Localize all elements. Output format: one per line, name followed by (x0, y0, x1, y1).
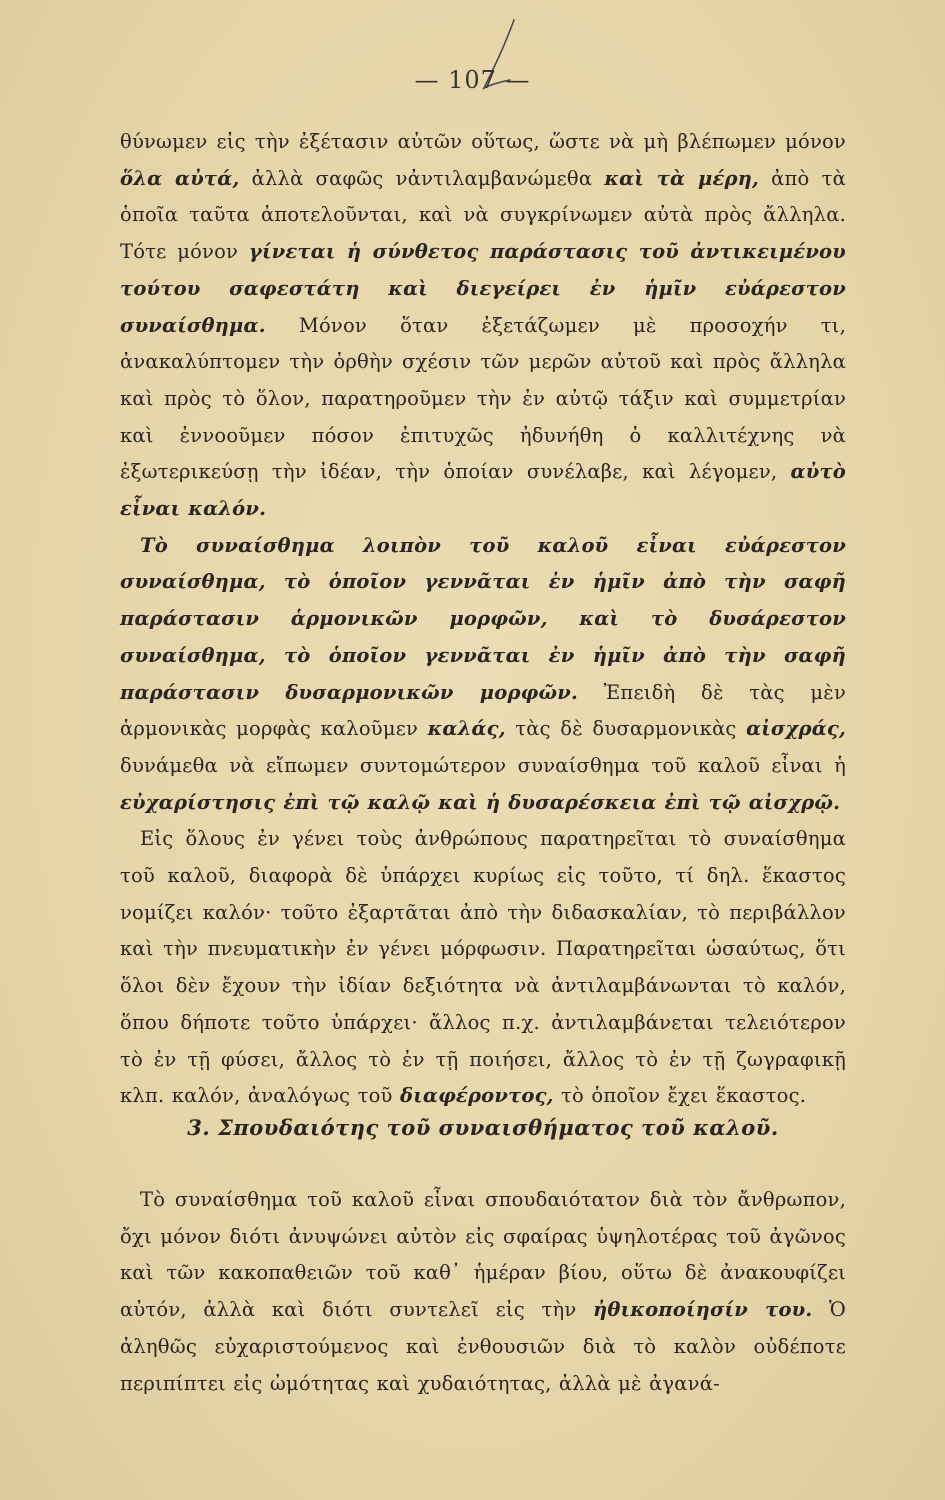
text-run: θύνωμεν εἰς τὴν ἐξέτασιν αὐτῶν οὕτως, ὥστε νὰ μὴ βλέπωμεν μόνον (120, 130, 846, 153)
text-run: τὰς δὲ δυσαρμονικὰς (505, 717, 747, 741)
text-run: Ἐπειδὴ δὲ τὰς μὲν ἁρμονικὰς μορφὰς καλοῦμεν (120, 680, 846, 741)
body-text-2 (120, 1182, 846, 1402)
text-run: Εἰς ὅλους ἐν γένει τοὺς ἀνθρώπους παρατηρεῖται τὸ συναίσθημα τοῦ καλοῦ, διαφορὰ δὲ ὑπάρχει κυρίως εἰς τοῦτο, τί δηλ. ἕκαστος νομίζει καλόν· τοῦτο ἐξαρτᾶται ἀπὸ τὴν διδασκαλίαν, τὸ περιβάλλον καὶ τὴν πνευματικὴν ἐν γένει μόρφωσιν. Παρατηρεῖται ὡσαύτως, ὅτι ὅλοι δὲν ἔχουν τὴν ἰδίαν δεξιότητα νὰ ἀντιλαμβάνωνται τὸ καλόν, ὅπου δήποτε τοῦτο ὑπάρχει· ἄλλος π.χ. ἀντιλαμβάνεται τελειότερον τὸ ἐν τῇ φύσει, ἄλλος τὸ ἐν τῇ ποιήσει, ἄλλος τὸ ἐν τῇ ζωγραφικῇ κλπ. καλόν, ἀναλόγως τοῦ (120, 827, 846, 1108)
emphasis-text: ἠθικοποίησίν του. (593, 1298, 813, 1322)
emphasis-text: Τὸ συναίσθημα λοιπὸν τοῦ καλοῦ εἶναι εὐάρεστον συναίσθημα, τὸ ὁποῖον γεννᾶται ἐν ἡμῖν ἀπὸ τὴν σαφῆ παράστασιν ἁρμονικῶν μορφῶν, καὶ τὸ δυσάρεστον συναίσθημα, τὸ ὁποῖον γεννᾶται ἐν ἡμῖν ἀπὸ τὴν σαφῆ παράστασιν δυσαρμονικῶν μορφῶν. (120, 533, 846, 704)
text-run: Μόνον ὅταν ἐξετάζωμεν μὲ προσοχήν τι, ἀνακαλύπτομεν τὴν ὀρθὴν σχέσιν τῶν μερῶν αὐτοῦ καὶ πρὸς ἄλληλα καὶ πρὸς τὸ ὅλον, παρατηροῦμεν τὴν ἐν αὐτῷ τάξιν καὶ συμμετρίαν καὶ ἐννοοῦμεν πόσον ἐπιτυχῶς ἠδυνήθη ὁ καλλιτέχνης νὰ ἐξωτερικεύσῃ τὴν ἰδέαν, τὴν ὁποίαν συνέλαβε, καὶ λέγομεν, (120, 313, 846, 484)
emphasis-text: διαφέροντος, (400, 1084, 554, 1108)
paragraph-4 (120, 1182, 846, 1402)
text-run: δυνάμεθα νὰ εἴπωμεν συντομώτερον συναίσθημα τοῦ καλοῦ εἶναι ἡ (120, 753, 846, 777)
body-text (120, 124, 846, 1115)
emphasis-text: καλάς, (427, 717, 506, 741)
text-run: Ὁ ἀληθῶς εὐχαριστούμενος καὶ ἐνθουσιῶν διὰ τὸ καλὸν οὐδέποτε περιπίπτει εἰς ὠμότητας καὶ χυδαιότητας, ἀλλὰ μὲ ἀγανά- (120, 1298, 846, 1395)
section-heading: 3. Σπουδαιότης τοῦ συναισθήματος τοῦ καλοῦ. (187, 1115, 779, 1140)
emphasis-text: αὐτὸ εἶναι καλόν. (120, 460, 846, 521)
text-run: ἀλλὰ σαφῶς νἀντιλαμβανώμεθα (239, 166, 605, 190)
paragraph-3 (120, 821, 846, 1115)
text-run: τὸ ὁποῖον ἔχει ἕκαστος. (553, 1084, 807, 1108)
emphasis-text: καὶ τὰ μέρη, (604, 166, 760, 190)
text-run: Τὸ συναίσθημα τοῦ καλοῦ εἶναι σπουδαιότατον διὰ τὸν ἄνθρωπον, ὄχι μόνον διότι ἀνυψώνει αὐτὸν εἰς σφαίρας ὑψηλοτέρας τοῦ ἀγῶνος καὶ τῶν κακοπαθειῶν τοῦ καθ᾽ ἡμέραν βίου, οὕτω δὲ ἀνακουφίζει αὐτόν, ἀλλὰ καὶ διότι συντελεῖ εἰς τὴν (120, 1188, 846, 1322)
emphasis-text: αἰσχράς, (746, 717, 846, 741)
text-run: ἀπὸ τὰ ὁποῖα ταῦτα ἀποτελοῦνται, καὶ νὰ συγκρίνωμεν αὐτὰ πρὸς ἄλληλα. Τότε μόνον (120, 166, 846, 264)
emphasis-text: γίνεται ἡ σύνθετος παράστασις τοῦ ἀντικειμένου τούτου σαφεστάτη καὶ διεγείρει ἐν ἡμῖν εὐάρεστον συναίσθημα. (120, 240, 846, 337)
paragraph-1 (120, 124, 846, 528)
emphasis-text: εὐχαρίστησις ἐπὶ τῷ καλῷ καὶ ἡ δυσαρέσκεια ἐπὶ τῷ αἰσχρῷ. (120, 790, 841, 814)
paragraph-2 (120, 528, 846, 822)
page-number: — 107 — (414, 66, 531, 94)
emphasis-text: ὅλα αὐτά, (120, 166, 240, 190)
